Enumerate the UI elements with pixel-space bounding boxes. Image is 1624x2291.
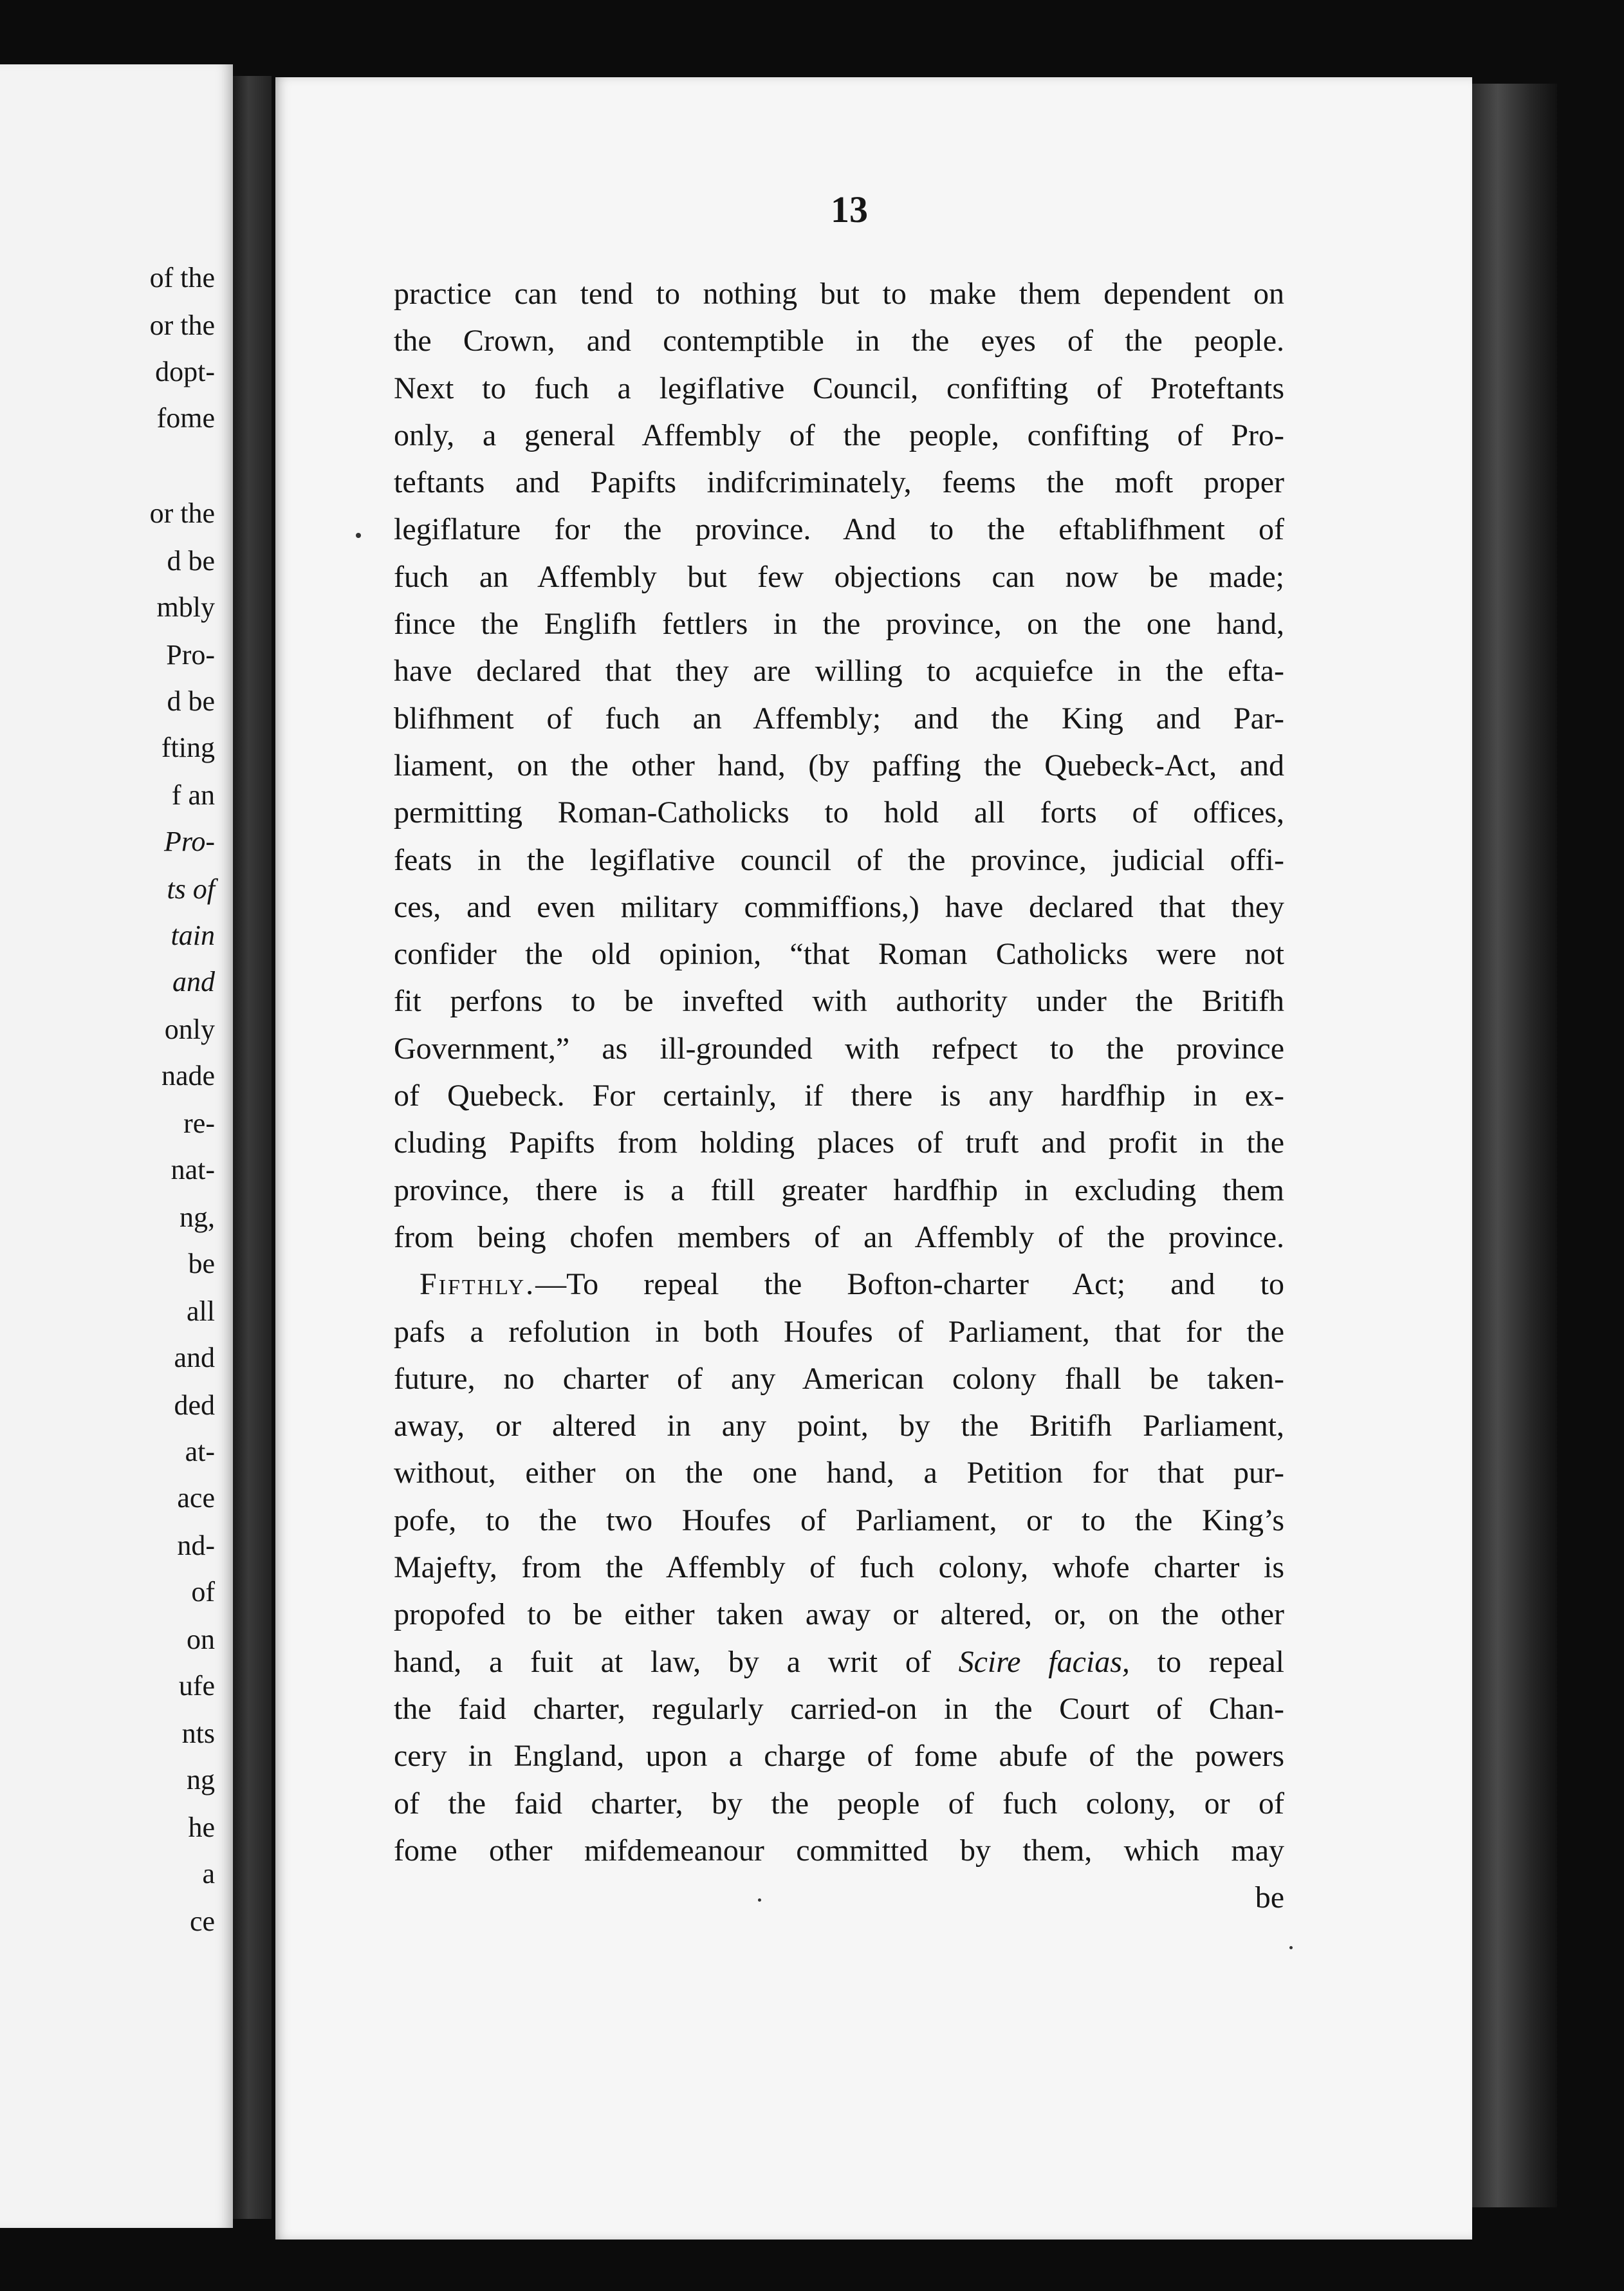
left-page-line-fragment: and	[172, 966, 215, 997]
text-line	[394, 1638, 1284, 1685]
text-line	[394, 1355, 1284, 1402]
text-line	[394, 931, 1284, 978]
text-run: of the faid charter, by the people of fuch colony, or of	[394, 1786, 1284, 1821]
left-page-line-fragment: d be	[167, 545, 215, 577]
left-page-line-fragment: of the	[149, 262, 215, 293]
left-page-line-fragment: dopt-	[155, 356, 215, 387]
text-line	[394, 365, 1284, 412]
text-run: fit perfons to be invefted with authority under the Britifh	[394, 984, 1284, 1019]
text-line	[394, 1685, 1284, 1732]
text-line	[394, 1449, 1284, 1496]
text-run: Next to fuch a legiflative Council, confifting of Proteftants	[394, 371, 1284, 405]
book-gutter	[233, 76, 272, 2219]
text-run: Government,” as ill-grounded with refpect to the province	[394, 1031, 1284, 1066]
left-page-line-fragment: ts of	[167, 873, 215, 905]
text-run: cluding Papifts from holding places of truft and profit in the	[394, 1126, 1284, 1160]
text-line	[394, 412, 1284, 459]
text-line	[394, 1732, 1284, 1779]
text-run: away, or altered in any point, by the Britifh Parliament,	[394, 1409, 1284, 1443]
text-line	[394, 1167, 1284, 1214]
left-page-line-fragment: ce	[189, 1906, 215, 1937]
text-run: of Quebeck. For certainly, if there is any hardfhip in ex-	[394, 1079, 1284, 1113]
text-run: fince the Englifh fettlers in the province, on the one hand,	[394, 607, 1284, 642]
text-run: without, either on the one hand, a Petition for that pur-	[394, 1456, 1284, 1490]
left-page-line-fragment: only	[164, 1014, 215, 1045]
text-run: Majefty, from the Affembly of fuch colony, whofe charter is	[394, 1550, 1284, 1585]
text-line	[394, 1544, 1284, 1591]
text-line	[394, 1025, 1284, 1072]
stray-mark	[1289, 1946, 1293, 1949]
left-page-line-fragment: f an	[171, 779, 215, 811]
text-run: pafs a refolution in both Houfes of Parliament, that for the	[394, 1314, 1284, 1349]
text-run: legiflature for the province. And to the eftablifhment of	[394, 512, 1284, 547]
text-line	[394, 317, 1284, 364]
left-page-line-fragment: he	[188, 1812, 215, 1843]
left-page-line-fragment: Pro-	[166, 639, 215, 671]
text-line	[394, 1402, 1284, 1449]
left-page-line-fragment: all	[187, 1295, 215, 1327]
stray-mark	[356, 533, 361, 538]
text-run: to repeal	[1129, 1644, 1285, 1679]
text-run: blifhment of fuch an Affembly; and the King and Par-	[394, 701, 1284, 736]
text-line	[394, 270, 1284, 317]
text-line	[394, 553, 1284, 600]
text-run: the Crown, and contemptible in the eyes of the people.	[394, 324, 1284, 358]
text-line	[394, 1308, 1284, 1355]
text-run: —To repeal the Bofton-charter Act; and to	[535, 1267, 1284, 1302]
left-page-line-fragment: fting	[161, 732, 215, 763]
left-page-line-fragment: tain	[171, 920, 215, 951]
text-run: hand, a fuit at law, by a writ of	[394, 1644, 959, 1679]
text-run: be	[1255, 1880, 1284, 1915]
text-run: liament, on the other hand, (by paffing the Quebeck-Act, and	[394, 748, 1284, 783]
section-heading-word: Fifthly.	[420, 1267, 536, 1302]
page-number: 13	[831, 189, 868, 230]
text-line	[394, 1072, 1284, 1119]
text-run: the faid charter, regularly carried-on in the Court of Chan-	[394, 1691, 1284, 1726]
text-line	[394, 884, 1284, 931]
left-page-line-fragment: nat-	[171, 1154, 215, 1185]
left-page-line-fragment: Pro-	[163, 826, 215, 857]
text-line	[394, 506, 1284, 553]
left-page-line-fragment: d be	[167, 685, 215, 717]
body-text	[394, 270, 1284, 1921]
left-page-line-fragment: a	[202, 1858, 215, 1889]
text-run: province, there is a ftill greater hardfhip in excluding them	[394, 1173, 1284, 1207]
page-edge-shadow	[1472, 84, 1557, 2207]
text-run: ces, and even military commiffions,) have declared that they	[394, 889, 1284, 924]
left-page-line-fragment: or the	[149, 310, 215, 341]
text-run: only, a general Affembly of the people, confifting of Pro-	[394, 418, 1284, 452]
text-line	[394, 1780, 1284, 1827]
text-line	[394, 837, 1284, 884]
text-line	[394, 695, 1284, 742]
left-page-line-fragment: nade	[161, 1060, 215, 1091]
text-run: feats in the legiflative council of the province, judicial offi-	[394, 842, 1284, 877]
left-page-line-fragment: nd-	[177, 1530, 215, 1561]
left-page-line-fragment: re-	[183, 1108, 215, 1139]
text-run: have declared that they are willing to acquiefce in the efta-	[394, 654, 1284, 689]
text-line	[394, 1591, 1284, 1638]
italic-phrase: Scire facias,	[958, 1644, 1130, 1679]
text-line	[394, 1827, 1284, 1874]
text-run: teftants and Papifts indifcriminately, feems the moft proper	[394, 465, 1284, 500]
left-page-line-fragment: mbly	[156, 591, 215, 623]
text-run: practice can tend to nothing but to make them dependent on	[394, 277, 1284, 311]
text-line	[394, 600, 1284, 647]
text-run: future, no charter of any American colony fhall be taken-	[394, 1361, 1284, 1396]
text-run: fuch an Affembly but few objections can now be made;	[394, 559, 1284, 594]
text-run: permitting Roman-Catholicks to hold all forts of offices,	[394, 795, 1284, 830]
text-line	[394, 1497, 1284, 1544]
left-page-line-fragment: at-	[185, 1436, 215, 1467]
text-run: from being chofen members of an Affembly of the province.	[394, 1220, 1284, 1254]
left-page-line-fragment: or the	[149, 497, 215, 529]
text-line	[394, 1261, 1284, 1308]
text-run: cery in England, upon a charge of fome abufe of the powers	[394, 1739, 1284, 1774]
left-page-line-fragment: ng,	[180, 1201, 215, 1233]
left-page-line-fragment: and	[174, 1342, 215, 1373]
left-page-line-fragment: of	[191, 1576, 215, 1608]
text-run: propofed to be either taken away or altered, or, on the other	[394, 1597, 1284, 1632]
left-page-line-fragment: on	[187, 1624, 215, 1655]
text-line	[394, 459, 1284, 506]
text-run: pofe, to the two Houfes of Parliament, or to the King’s	[394, 1503, 1284, 1537]
text-run: confider the old opinion, “that Roman Catholicks were not	[394, 937, 1284, 972]
left-page-line-fragment: nts	[181, 1718, 215, 1749]
text-line	[394, 978, 1284, 1025]
text-line	[394, 789, 1284, 836]
left-page-line-fragment: ufe	[178, 1670, 215, 1702]
left-page-line-fragment: fome	[156, 402, 215, 434]
left-page-line-fragment: ng	[187, 1764, 215, 1795]
text-run: fome other mifdemeanour committed by them, which may	[394, 1833, 1284, 1868]
left-page-line-fragment: ace	[177, 1482, 215, 1514]
text-line	[394, 1214, 1284, 1261]
text-line	[394, 1119, 1284, 1166]
text-line	[394, 742, 1284, 789]
text-line	[394, 647, 1284, 694]
left-page	[0, 64, 233, 2228]
left-page-line-fragment: ded	[174, 1389, 215, 1421]
stray-mark	[758, 1898, 761, 1902]
left-page-line-fragment: be	[188, 1248, 215, 1279]
text-line	[394, 1874, 1284, 1921]
